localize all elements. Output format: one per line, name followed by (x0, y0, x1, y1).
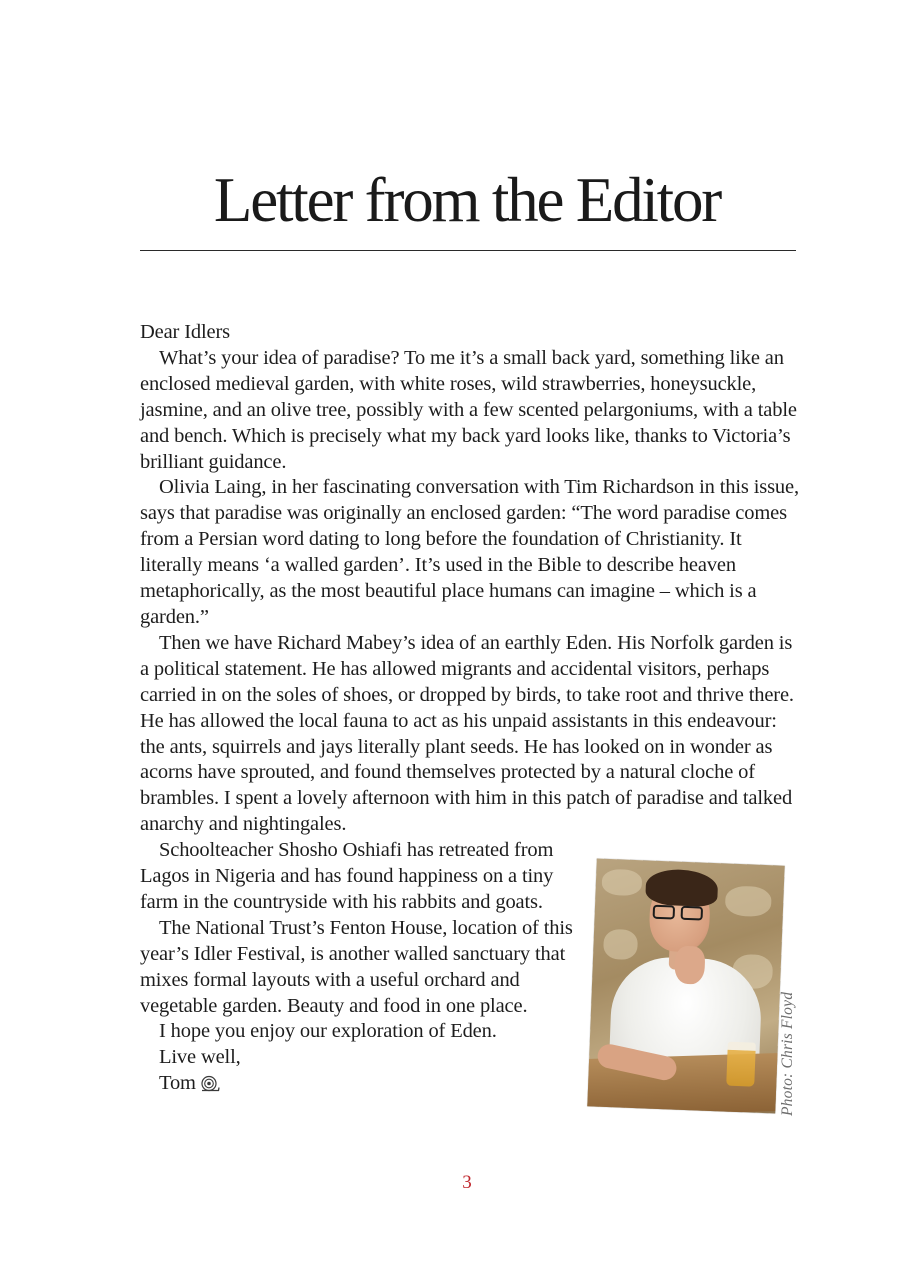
editor-portrait-photo (587, 858, 784, 1113)
page-number: 3 (462, 1172, 472, 1193)
sign-off: Live well, (159, 1046, 241, 1069)
page-title: Letter from the Editor (213, 165, 721, 235)
hair (645, 868, 718, 907)
title-divider (140, 250, 796, 251)
beer-glass (726, 1042, 756, 1087)
wall-stone (725, 885, 772, 917)
letter-paragraph: Olivia Laing, in her fascinating conversation with Tim Richardson in this issue, says that paradise was originally an enclosed garden: “The word paradise comes from a Persian word dating to long before the foundation of Christianity. It literally means ‘a walled garden’. It’s used in the Bible to describe heaven metaphorically, as the most beautiful place humans can imagine – which is a garden.” (140, 476, 799, 628)
hand (674, 946, 705, 985)
letter-paragraph: I hope you enjoy our exploration of Eden. (159, 1020, 497, 1043)
signature: Tom (159, 1072, 196, 1095)
salutation: Dear Idlers (140, 321, 230, 343)
letter-paragraph: What’s your idea of paradise? To me it’s a small back yard, something like an enclosed medieval garden, with white roses, wild strawberries, honeysuckle, jasmine, and an olive tree, possibly with a few scented pelargoniums, with a table and bench. Which is precisely what my back yard looks like, thanks to Victoria’s brilliant guidance. (140, 346, 797, 473)
snail-end-mark-icon (200, 1075, 220, 1092)
letter-paragraph: Schoolteacher Shosho Oshiafi has retreated from Lagos in Nigeria and has found happiness on a tiny farm in the countryside with his rabbits and goats. (140, 839, 554, 913)
wall-stone (603, 929, 638, 960)
wall-stone (601, 869, 642, 897)
letter-paragraph: Then we have Richard Mabey’s idea of an earthly Eden. His Norfolk garden is a political statement. He has allowed migrants and accidental visitors, perhaps carried in on the soles of shoes, or dropped by birds, to take root and thrive there. He has allowed the local fauna to act as his unpaid assistants in this endeavour: the ants, squirrels and jays literally plant seeds. He has looked on in wonder as acorns have sprouted, and found themselves protected by a natural cloche of brambles. I spent a lovely afternoon with him in this patch of paradise and talked anarchy and nightingales. (140, 631, 794, 836)
wrapped-column (140, 838, 592, 1097)
signature-line (140, 1071, 592, 1097)
letter-paragraph: The National Trust’s Fenton House, location of this year’s Idler Festival, is another walled sanctuary that mixes formal layouts with a useful orchard and vegetable garden. Beauty and food in one place. (140, 916, 573, 1017)
photo-credit: Photo: Chris Floyd (779, 991, 796, 1116)
glasses (652, 905, 709, 923)
